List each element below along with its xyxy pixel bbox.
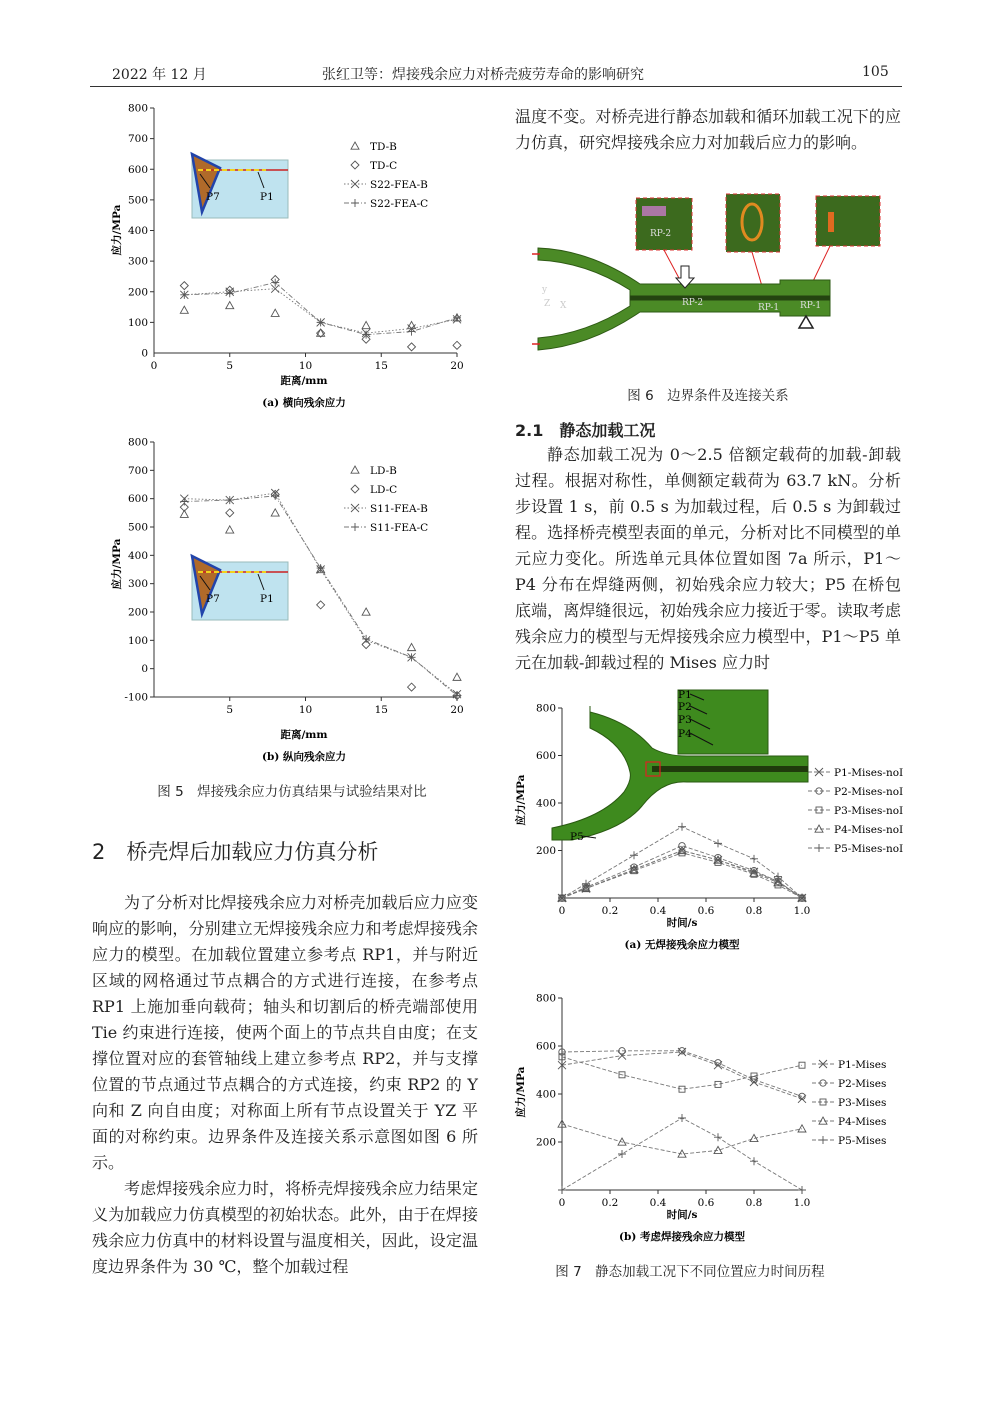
inset-label-p5: P5 [570, 831, 584, 843]
x-tick-label: 10 [298, 360, 313, 372]
inset-label-p4: P4 [678, 728, 692, 740]
chart-subtitle: (b) 考虑焊接残余应力模型 [619, 1231, 745, 1243]
x-axis-label: 时间/s [666, 917, 698, 929]
x-tick-label: 1.0 [793, 905, 811, 917]
y-tick-label: 500 [127, 521, 148, 534]
legend-label: S11-FEA-B [370, 503, 428, 515]
fig5-caption: 图 5 焊接残余应力仿真结果与试验结果对比 [157, 784, 427, 800]
y-tick-label: 300 [127, 578, 148, 591]
left-paragraph-2: 考虑焊接残余应力时，将桥壳焊接残余应力结果定义为加载应力仿真模型的初始状态。此外，由于在焊接残余应力仿真中的材料设置与温度相关，因此，设定温度边界条件为 30 ℃，整个加载过程 [92, 1179, 478, 1276]
data-point-P5-Mises-noI [750, 855, 758, 863]
y-tick-label: 100 [127, 634, 148, 647]
series-line-P4-Mises-noI [562, 851, 802, 899]
x-tick-label: 0.6 [697, 905, 715, 917]
section-2-title: 2 桥壳焊后加载应力仿真分析 [92, 840, 379, 864]
legend-label: P1-Mises [838, 1059, 887, 1071]
x-tick-label: 15 [374, 704, 388, 716]
y-tick-label: 300 [127, 255, 148, 268]
legend-marker [351, 466, 359, 473]
data-point-TD-B [271, 309, 279, 316]
inset-label-p3: P3 [678, 714, 692, 726]
data-point-LD-B [408, 643, 416, 650]
series-line-P5-Mises-noI [562, 827, 802, 898]
legend-marker [351, 199, 359, 207]
y-tick-label: 100 [127, 316, 148, 329]
fig6-axis-z: Z [544, 299, 551, 309]
data-point-LD-B [362, 608, 370, 615]
legend-label: LD-C [370, 484, 398, 496]
series-line-S22-FEA-C [184, 283, 457, 335]
y-tick-label: 200 [535, 1136, 556, 1149]
right-top-paragraph: 温度不变。对桥壳进行静态加载和循环加载工况下的应力仿真，研究焊接残余应力对加载后应力的影响。 [515, 107, 901, 152]
y-tick-label: 600 [127, 163, 148, 176]
inset-label-p7: P7 [206, 191, 220, 203]
x-tick-label: 1.0 [793, 1197, 811, 1209]
data-point-P5-Mises-noI [714, 839, 722, 847]
y-tick-label: 800 [535, 992, 556, 1005]
data-point-P3-Mises [799, 1062, 805, 1068]
y-tick-label: 600 [127, 493, 148, 506]
fig7-caption: 图 7 静态加载工况下不同位置应力时间历程 [555, 1264, 825, 1280]
data-point-S11-FEA-C [180, 498, 188, 506]
data-point-P5-Mises-noI [678, 823, 686, 831]
y-tick-label: 700 [127, 133, 148, 146]
y-tick-label: 400 [535, 797, 556, 810]
data-point-TD-B [362, 321, 370, 328]
header-date: 2022 年 12 月 [112, 67, 207, 83]
legend-label: P5-Mises [838, 1135, 887, 1147]
inset-label-p2: P2 [678, 701, 692, 713]
x-tick-label: 20 [450, 360, 464, 372]
data-point-S11-FEA-C [453, 692, 461, 700]
data-point-LD-B [271, 509, 279, 516]
x-tick-label: 10 [298, 704, 313, 716]
x-tick-label: 0.6 [697, 1197, 715, 1209]
y-tick-label: 800 [127, 102, 148, 115]
data-point-P4-Mises [798, 1125, 806, 1132]
x-tick-label: 20 [450, 704, 464, 716]
legend-label: P2-Mises-noI [834, 786, 904, 798]
y-tick-label: 500 [127, 194, 148, 207]
data-point-LD-C [226, 509, 234, 517]
header-rule [90, 86, 902, 87]
header-page-number: 105 [862, 64, 889, 80]
x-tick-label: 0.2 [601, 905, 619, 917]
legend-label: P1-Mises-noI [834, 767, 904, 779]
y-axis-label: 应力/MPa [111, 538, 123, 590]
x-tick-label: 15 [374, 360, 388, 372]
inset-label-p1: P1 [678, 689, 692, 701]
fig6-label-rp2: RP-2 [682, 298, 704, 308]
fig5b-chart [92, 432, 492, 772]
legend-marker [351, 523, 359, 531]
x-tick-label: 0 [558, 905, 566, 917]
x-tick-label: 0.2 [601, 1197, 619, 1209]
y-tick-label: 600 [535, 1040, 556, 1053]
inset-label-p1: P1 [260, 593, 274, 605]
legend-marker [819, 1136, 827, 1144]
x-tick-label: 0.8 [745, 905, 763, 917]
series-line-P1-Mises-noI [562, 851, 802, 899]
x-axis-label: 距离/mm [280, 729, 328, 741]
y-tick-label: 400 [535, 1088, 556, 1101]
data-point-TD-B [317, 329, 325, 336]
data-point-P5-Mises [750, 1157, 758, 1165]
fig6-label-rp1: RP-1 [758, 303, 780, 313]
series-line-P2-Mises [562, 1051, 802, 1097]
legend-label: S22-FEA-C [370, 198, 429, 210]
data-point-LD-C [408, 683, 416, 691]
legend-label: S22-FEA-B [370, 179, 428, 191]
fig6-label-rp1-end: RP-1 [800, 301, 822, 311]
fig7b-chart [512, 986, 904, 1248]
y-tick-label: 800 [535, 702, 556, 715]
data-point-TD-B [180, 306, 188, 313]
fig6-axis-y: y [542, 285, 548, 295]
legend-label: P3-Mises [838, 1097, 887, 1109]
data-point-P5-Mises [618, 1150, 626, 1158]
legend-label: P2-Mises [838, 1078, 887, 1090]
x-tick-label: 0.4 [649, 905, 667, 917]
data-point-P5-Mises-noI [630, 851, 638, 859]
legend-label: P4-Mises [838, 1116, 887, 1128]
y-tick-label: 400 [127, 549, 148, 562]
fig6-axis-x: X [560, 301, 567, 311]
x-tick-label: 0 [150, 360, 158, 372]
legend-label: P5-Mises-noI [834, 843, 904, 855]
section-2-1-title: 2.1 静态加载工况 [515, 421, 656, 440]
inset-label-p1: P1 [260, 191, 274, 203]
x-tick-label: 5 [226, 360, 234, 372]
fig6-caption: 图 6 边界条件及连接关系 [627, 388, 789, 404]
y-tick-label: 0 [141, 663, 148, 676]
y-axis-label: 应力/MPa [515, 1066, 527, 1118]
y-tick-label: 200 [127, 286, 148, 299]
x-tick-label: 0 [558, 1197, 566, 1209]
y-tick-label: 0 [141, 347, 148, 360]
data-point-P5-Mises [798, 1186, 806, 1194]
legend-marker [351, 161, 359, 169]
y-tick-label: 700 [127, 464, 148, 477]
chart-subtitle: (a) 无焊接残余应力模型 [624, 939, 740, 951]
fig5a-chart [92, 98, 492, 418]
data-point-P4-Mises [714, 1146, 722, 1153]
fig6-boundary-figure [530, 188, 900, 378]
legend-marker [351, 485, 359, 493]
data-point-LD-B [226, 526, 234, 533]
data-point-TD-C [180, 282, 188, 290]
series-line-S22-FEA-B [184, 289, 457, 333]
section-2-1-paragraph: 静态加载工况为 0～2.5 倍额定载荷的加载-卸载过程。根据对称性，单侧额定载荷为 63.7 kN。分析步设置 1 s，前 0.5 s 为加载过程，后 0.5 s 为卸载过程。选择桥壳模型表面的单元，分析对比不同模型的单元应力变化。所选单元具体位置如图 7a 所示，P1～P4 分布在焊缝两侧，初始残余应力较大；P5 在桥包底端，离焊缝很远，初始残余应力接近于零。读取考虑残余应力的模型与无焊接残余应力模型中，P1～P5 单元在加载-卸载过程的 Mises 应力时 [515, 445, 901, 672]
legend-label: S11-FEA-C [370, 522, 429, 534]
legend-label: TD-C [370, 160, 398, 172]
legend-label: TD-B [370, 141, 397, 153]
right-top-text [515, 104, 901, 156]
x-tick-label: 0.4 [649, 1197, 667, 1209]
chart-subtitle: (a) 横向残余应力 [262, 397, 346, 409]
data-point-S22-FEA-C [226, 289, 234, 297]
chart-subtitle: (b) 纵向残余应力 [262, 751, 346, 763]
y-tick-label: 200 [127, 606, 148, 619]
data-point-P5-Mises [714, 1133, 722, 1141]
inset-label-p7: P7 [206, 593, 220, 605]
y-tick-label: 600 [535, 750, 556, 762]
section-2-1-body [515, 442, 901, 676]
legend-label: P3-Mises-noI [834, 805, 904, 817]
data-point-LD-C [317, 601, 325, 609]
y-tick-label: -100 [124, 691, 148, 704]
data-point-TD-C [453, 341, 461, 349]
data-point-P5-Mises [558, 1186, 566, 1194]
y-tick-label: 200 [535, 845, 556, 857]
header-title: 张红卫等：焊接残余应力对桥壳疲劳寿命的影响研究 [322, 67, 644, 83]
data-point-P5-Mises [678, 1114, 686, 1122]
y-axis-label: 应力/MPa [111, 204, 123, 256]
data-point-LD-B [453, 673, 461, 680]
legend-label: LD-B [370, 465, 397, 477]
left-body-text [92, 890, 478, 1280]
x-tick-label: 0.8 [745, 1197, 763, 1209]
legend-marker [815, 844, 823, 852]
data-point-TD-C [408, 343, 416, 351]
legend-label: P4-Mises-noI [834, 824, 904, 836]
series-line-P3-Mises-noI [562, 853, 802, 898]
x-axis-label: 时间/s [666, 1209, 698, 1221]
y-tick-label: 800 [127, 436, 148, 449]
series-line-P3-Mises [562, 1057, 802, 1089]
y-axis-label: 应力/MPa [515, 774, 527, 826]
left-paragraph-1: 为了分析对比焊接残余应力对桥壳加载后应力应变响应的影响，分别建立无焊接残余应力和考虑焊接残余应力的模型。在加载位置建立参考点 RP1，并与附近区域的网格通过节点耦合的方式进行连接，在参考点 RP1 上施加垂向载荷；轴头和切割后的桥壳端部使用 Tie 约束进行连接，使两个面上的节点共自由度；在支撑位置对应的套管轴线上建立参考点 RP2，并与支撑位置的节点通过节点耦合的方式连接，约束 RP2 的 Y 向和 Z 向自由度；对称面上所有节点设置关于 YZ 平面的对称约束。边界条件及连接关系示意图如图 6 所示。 [92, 893, 478, 1172]
x-tick-label: 5 [226, 704, 234, 716]
y-tick-label: 400 [127, 225, 148, 237]
x-axis-label: 距离/mm [280, 375, 328, 387]
fig6-inset-label-rp2: RP-2 [650, 229, 672, 239]
data-point-TD-B [226, 302, 234, 309]
fig7a-chart [512, 688, 904, 958]
legend-marker [351, 142, 359, 149]
